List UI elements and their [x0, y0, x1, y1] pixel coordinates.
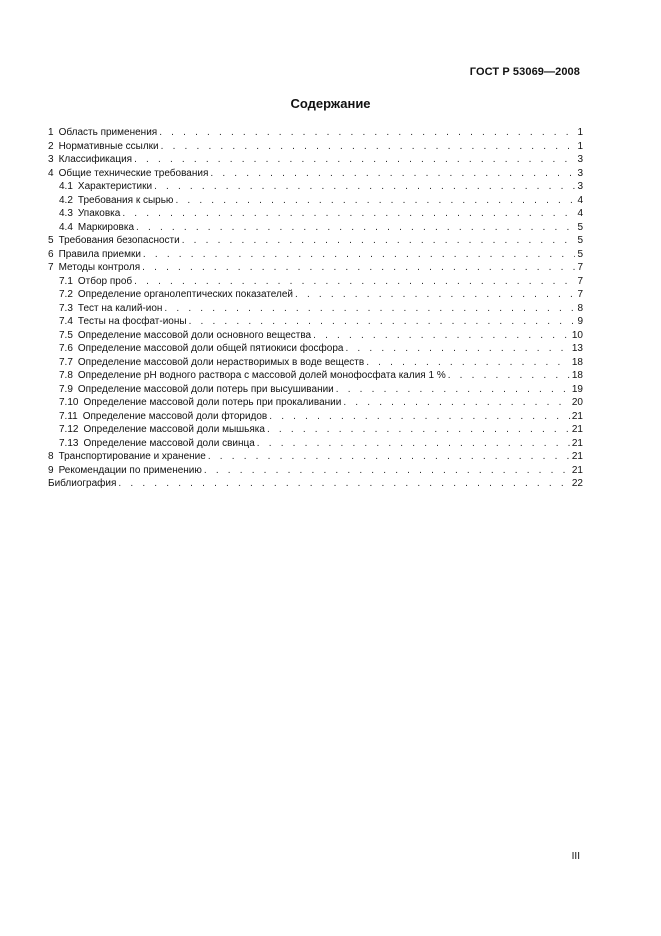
toc-entry[interactable] [48, 423, 583, 437]
toc-entry[interactable] [48, 396, 583, 410]
toc-entry-title: Отбор проб [77, 275, 133, 287]
toc-entry-title: Определение органолептических показателей [77, 289, 294, 300]
toc-entry-title: Классификация [58, 154, 133, 165]
toc-entry[interactable] [48, 234, 583, 248]
toc-entry-page: 18 [571, 370, 583, 381]
toc-entry[interactable] [48, 383, 583, 397]
toc-entry-page: 7 [577, 289, 583, 300]
toc-entry-title: Определение массовой доли общей пятиокиси фосфора [77, 343, 344, 354]
toc-entry-page: 8 [577, 302, 583, 314]
dot-leader [143, 248, 576, 262]
toc-entry-title: Определение рН водного раствора с массовой долей монофосфата калия 1 % [77, 370, 446, 381]
toc-entry-number: 7.9 [59, 383, 73, 395]
dot-leader [142, 261, 575, 275]
toc-entry-page: 7 [577, 275, 583, 287]
toc-entry[interactable] [48, 464, 583, 478]
dot-leader [189, 315, 576, 329]
toc-entry[interactable] [48, 207, 583, 221]
toc-entry-page: 10 [571, 329, 583, 341]
dot-leader [257, 437, 570, 451]
dot-leader [175, 194, 575, 208]
toc-entry-title: Общие технические требования [58, 167, 209, 179]
toc-entry[interactable] [48, 302, 583, 316]
toc-entry[interactable] [48, 329, 583, 343]
toc-entry-page: 4 [577, 208, 583, 219]
toc-entry[interactable] [48, 194, 583, 208]
dot-leader [336, 383, 570, 397]
toc-entry[interactable] [48, 437, 583, 451]
toc-entry[interactable] [48, 261, 583, 275]
toc-entry-number: 7.11 [59, 410, 78, 422]
dot-leader [267, 423, 570, 437]
toc-entry-title: Область применения [58, 127, 158, 138]
toc-entry-number: 7.2 [59, 289, 73, 300]
toc-entry-page: 3 [577, 154, 583, 165]
dot-leader [313, 329, 570, 343]
toc-entry[interactable] [48, 369, 583, 383]
toc-entry[interactable] [48, 342, 583, 356]
toc-entry-number: 4.4 [59, 221, 73, 233]
toc-entry-number: 7.4 [59, 316, 73, 327]
toc-entry[interactable] [48, 410, 583, 424]
dot-leader [343, 396, 570, 410]
toc-entry-title: Определение массовой доли мышьяка [83, 424, 265, 435]
toc-entry-title: Определение массовой доли нерастворимых в воде веществ [77, 356, 365, 368]
toc-entry-number: 4 [48, 167, 54, 179]
toc-entry-title: Определение массовой доли основного вещества [77, 329, 312, 341]
dot-leader [154, 180, 575, 194]
toc-entry-page: 3 [577, 167, 583, 179]
toc-entry-title: Тесты на фосфат-ионы [77, 316, 187, 327]
toc-entry-page: 5 [577, 235, 583, 246]
dot-leader [134, 153, 575, 167]
dot-leader [210, 167, 575, 181]
dot-leader [366, 356, 570, 370]
toc-entry[interactable] [48, 153, 583, 167]
toc-entry-page: 13 [571, 343, 583, 354]
toc-entry-number: 4.3 [59, 208, 73, 219]
toc-entry-title: Маркировка [77, 221, 135, 233]
toc-entry-number: 5 [48, 235, 54, 246]
toc-entry-number: 2 [48, 140, 54, 152]
toc-entry-number: 7.5 [59, 329, 73, 341]
toc-entry[interactable] [48, 477, 583, 491]
toc-entry[interactable] [48, 221, 583, 235]
dot-leader [448, 369, 570, 383]
toc-entry-page: 21 [571, 451, 583, 462]
toc-entry-number: 4.2 [59, 194, 73, 206]
toc-entry[interactable] [48, 248, 583, 262]
dot-leader [269, 410, 570, 424]
toc-entry-title: Методы контроля [58, 262, 141, 273]
dot-leader [122, 207, 575, 221]
toc-entry-number: 3 [48, 154, 54, 165]
toc-entry-page: 21 [571, 464, 583, 476]
toc-entry-title: Нормативные ссылки [58, 140, 159, 152]
toc-entry[interactable] [48, 356, 583, 370]
toc-entry-number: 7.8 [59, 370, 73, 381]
dot-leader [134, 275, 575, 289]
dot-leader [159, 126, 575, 140]
toc-entry-page: 20 [571, 397, 583, 408]
toc-entry[interactable] [48, 288, 583, 302]
toc-entry-number: 7.7 [59, 356, 73, 368]
toc-entry-page: 9 [577, 316, 583, 327]
toc-entry-page: 21 [571, 437, 583, 449]
toc-entry-number: 6 [48, 248, 54, 260]
toc-entry-number: 4.1 [59, 181, 73, 192]
toc-entry-number: 7.6 [59, 343, 73, 354]
toc-title: Содержание [290, 96, 371, 111]
toc-entry-number: 7.12 [59, 424, 79, 435]
toc-entry-title: Характеристики [77, 181, 153, 192]
toc-entry-page: 22 [571, 478, 583, 489]
dot-leader [136, 221, 575, 235]
toc-entry-page: 19 [571, 383, 583, 395]
dot-leader [164, 302, 575, 316]
toc-entry-title: Требования к сырью [77, 194, 174, 206]
toc-entry-page: 1 [577, 127, 583, 138]
table-of-contents [48, 126, 583, 491]
standard-code-header: ГОСТ Р 53069—2008 [469, 66, 580, 78]
toc-entry-number: 7.3 [59, 302, 73, 314]
toc-entry-title: Определение массовой доли фторидов [82, 410, 268, 422]
toc-entry-page: 21 [571, 424, 583, 435]
dot-leader [204, 464, 570, 478]
dot-leader [118, 477, 569, 491]
dot-leader [295, 288, 575, 302]
toc-entry-number: 9 [48, 464, 54, 476]
toc-entry[interactable] [48, 167, 583, 181]
toc-entry-page: 4 [577, 194, 583, 206]
toc-entry-number: 7.10 [59, 397, 79, 408]
toc-entry-title: Упаковка [77, 208, 121, 219]
toc-entry-title: Рекомендации по применению [58, 464, 202, 476]
toc-entry-title: Тест на калий-ион [77, 302, 163, 314]
dot-leader [345, 342, 569, 356]
toc-entry[interactable] [48, 450, 583, 464]
toc-entry-page: 21 [571, 410, 583, 422]
toc-entry-title: Определение массовой доли потерь при высушивании [77, 383, 334, 395]
toc-entry-title: Определение массовой доли свинца [83, 437, 255, 449]
toc-entry[interactable] [48, 180, 583, 194]
toc-entry-page: 1 [577, 140, 583, 152]
toc-entry[interactable] [48, 315, 583, 329]
toc-entry-page: 5 [577, 248, 583, 260]
toc-entry-page: 7 [577, 262, 583, 273]
dot-leader [182, 234, 576, 248]
toc-entry-number: 8 [48, 451, 54, 462]
toc-entry-number: 7.13 [59, 437, 79, 449]
toc-entry-page: 5 [577, 221, 583, 233]
dot-leader [161, 140, 576, 154]
toc-entry[interactable] [48, 140, 583, 154]
toc-entry-title: Требования безопасности [58, 235, 180, 246]
toc-entry-title: Определение массовой доли потерь при прокаливании [83, 397, 342, 408]
page-number: III [571, 851, 580, 862]
toc-entry-page: 18 [571, 356, 583, 368]
toc-entry-title: Правила приемки [58, 248, 141, 260]
toc-entry-title: Библиография [48, 478, 117, 489]
toc-entry-number: 7.1 [59, 275, 73, 287]
dot-leader [208, 450, 570, 464]
toc-entry[interactable] [48, 275, 583, 289]
toc-entry-number: 1 [48, 127, 54, 138]
toc-entry[interactable] [48, 126, 583, 140]
toc-entry-page: 3 [577, 181, 583, 192]
toc-entry-number: 7 [48, 262, 54, 273]
toc-entry-title: Транспортирование и хранение [58, 451, 206, 462]
